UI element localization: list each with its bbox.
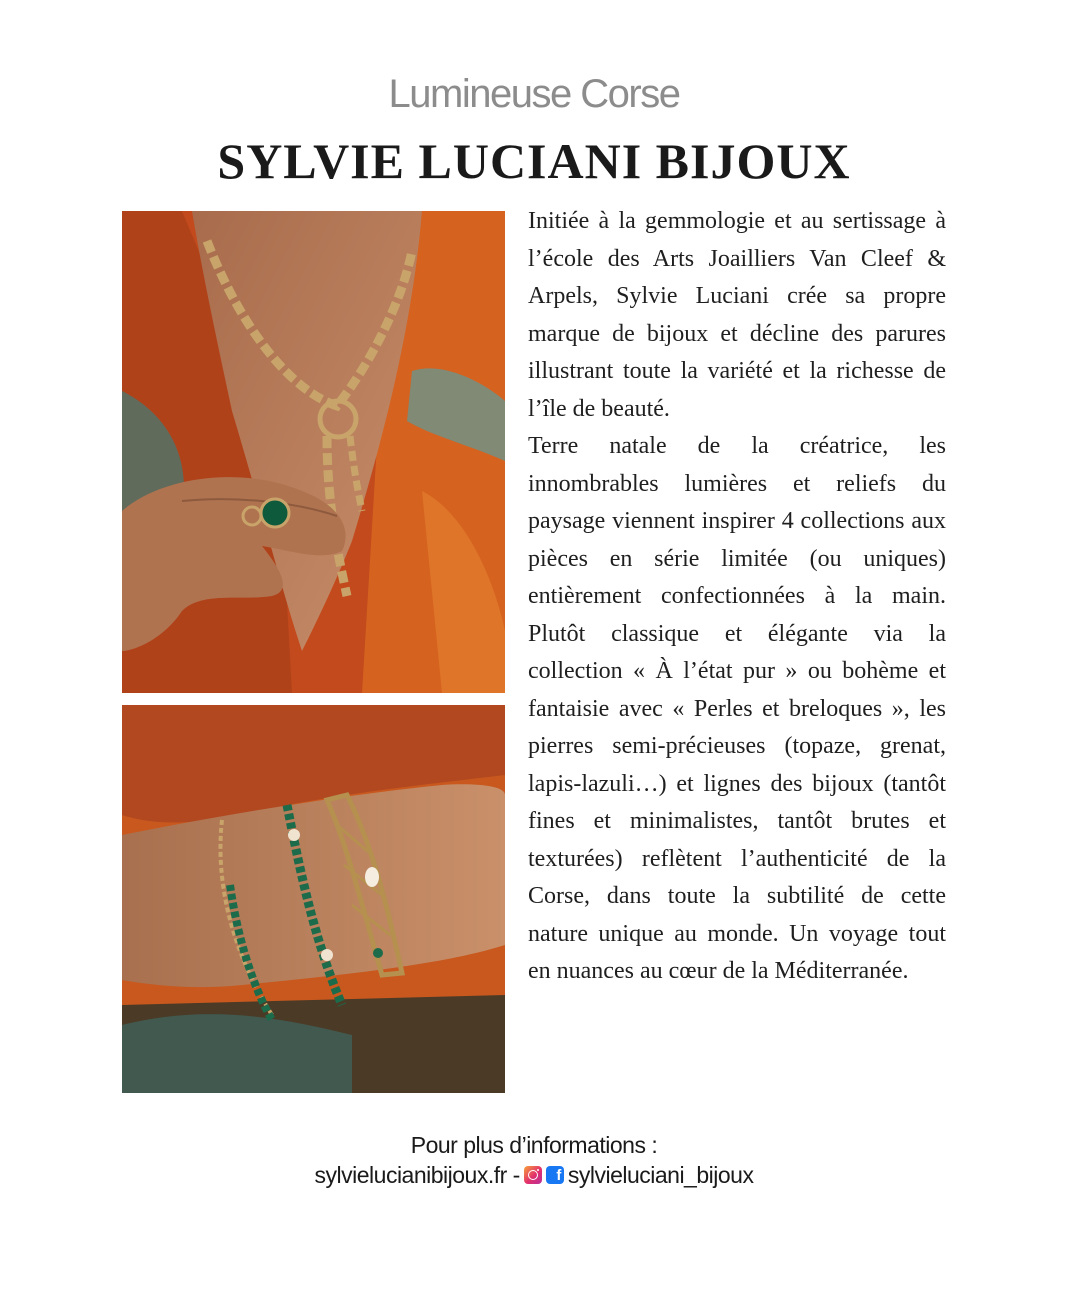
instagram-icon[interactable] <box>524 1166 542 1184</box>
footer <box>0 1130 1068 1190</box>
article-paragraph-1: Initiée à la gemmologie et au sertissage à l’école des Arts Joailliers Van Cleef & Arpels, Sylvie Luciani crée sa propre marque de bijoux et décline des parures illustrant toute la variété et la richesse de l’île de beauté. <box>528 208 946 422</box>
section-kicker: Lumineuse Corse <box>388 72 680 116</box>
contact-line <box>315 1160 754 1190</box>
article-paragraph-2: Terre natale de la créatrice, les innombrables lumières et reliefs du paysage viennent inspirer 4 collections aux pièces en série limitée (ou uniques) entièrement confectionnées à la main. Plutôt classique et élégante via la collection « À l’état pur » ou bohème et fantaisie avec « Perles et breloques », les pierres semi-précieuses (topaze, grenat, lapis-lazuli…) et lignes des bijoux (tantôt fines et minimalistes, tantôt brutes et texturées) reflètent l’authenticité de la Corse, dans toute la subtilité de cette nature unique au monde. Un voyage tout en nuances au cœur de la Méditerranée. <box>528 433 946 984</box>
article-body <box>528 203 946 991</box>
info-label: Pour plus d’informations : <box>410 1132 658 1158</box>
website-link[interactable]: sylvielucianibijoux.fr - <box>314 1162 520 1188</box>
social-handle-link[interactable]: sylvieluciani_bijoux <box>567 1162 754 1188</box>
page-title: SYLVIE LUCIANI BIJOUX <box>217 133 851 189</box>
facebook-icon[interactable]: f <box>546 1166 564 1184</box>
necklace-and-ring-photo <box>122 211 505 693</box>
bracelets-photo <box>122 705 505 1093</box>
